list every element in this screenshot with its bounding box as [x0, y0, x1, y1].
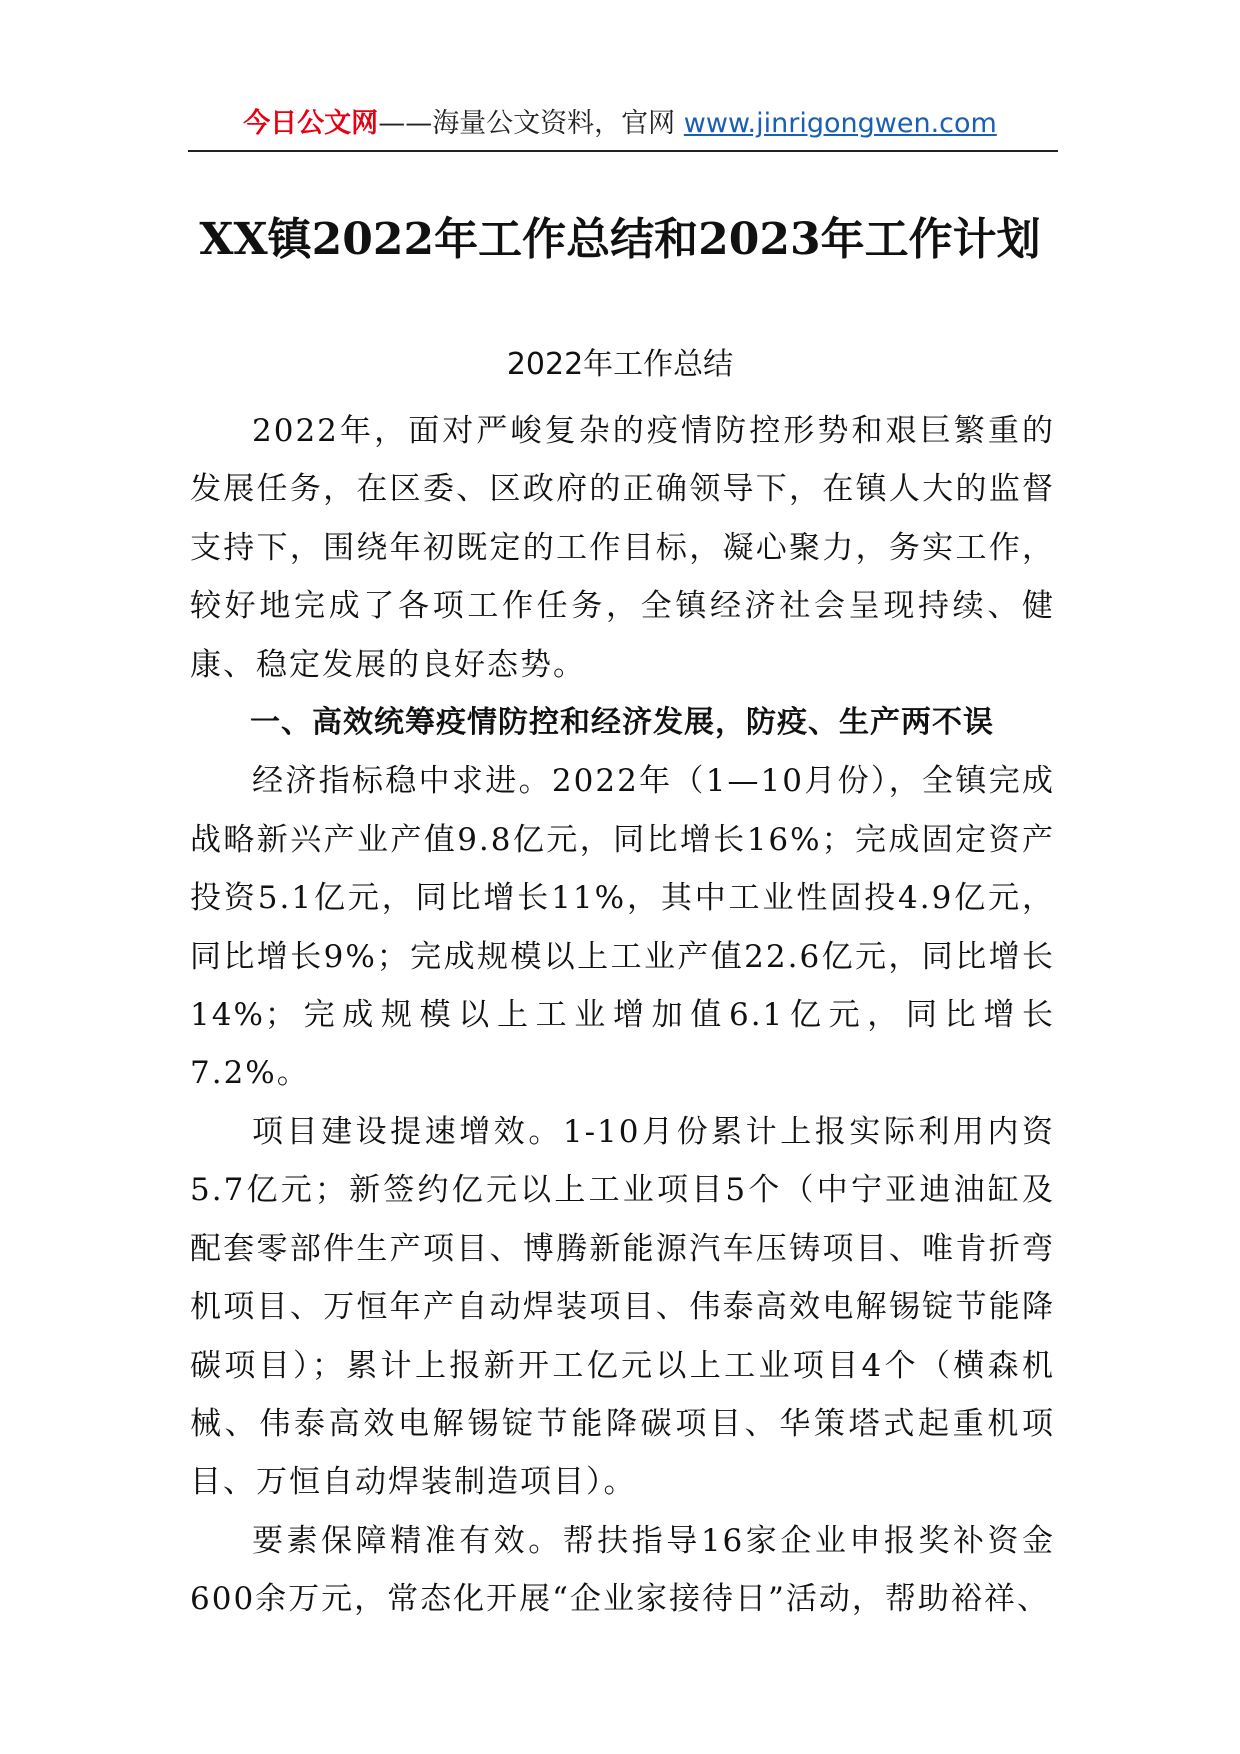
site-brand: 今日公文网 [243, 108, 379, 139]
paragraph-project-construction: 项目建设提速增效。1-10月份累计上报实际利用内资5.7亿元；新签约亿元以上工业项目5个（中宁亚迪油缸及配套零部件生产项目、博腾新能源汽车压铸项目、唯肯折弯机项目、万恒年产自动焊装项目、伟泰高效电解锡锭节能降碳项目）；累计上报新开工亿元以上工业项目4个（横森机械、伟泰高效电解锡锭节能降碳项目、华策塔式起重机项目、万恒自动焊装制造项目）。 [190, 1113, 1055, 1501]
section-title: 2022年工作总结 [506, 347, 734, 382]
site-url-link[interactable]: www.jinrigongwen.com [683, 108, 997, 139]
paragraph-intro: 2022年，面对严峻复杂的疫情防控形势和艰巨繁重的发展任务，在区委、区政府的正确领导下，在镇人大的监督支持下，围绕年初既定的工作目标，凝心聚力，务实工作，较好地完成了各项工作任务，全镇经济社会呈现持续、健康、稳定发展的良好态势。 [190, 413, 1055, 683]
document-title: XX镇2022年工作总结和2023年工作计划 [199, 214, 1041, 265]
paragraph-economic-indicators: 经济指标稳中求进。2022年（1—10月份），全镇完成战略新兴产业产值9.8亿元，同比增长16%；完成固定资产投资5.1亿元，同比增长11%，其中工业性固投4.9亿元，同比增长9%；完成规模以上工业产值22.6亿元，同比增长14%；完成规模以上工业增加值6.1亿元，同比增长7.2%。 [190, 763, 1055, 1092]
site-tagline: ——海量公文资料，官网 [378, 108, 684, 139]
site-header [0, 104, 1240, 144]
document-body [190, 402, 1055, 1629]
header-divider [188, 150, 1058, 152]
paragraph-factor-guarantee: 要素保障精准有效。帮扶指导16家企业申报奖补资金600余万元，常态化开展“企业家接待日”活动，帮助裕祥、 [190, 1522, 1055, 1618]
section-heading: 一、高效统筹疫情防控和经济发展，防疫、生产两不误 [250, 705, 994, 741]
